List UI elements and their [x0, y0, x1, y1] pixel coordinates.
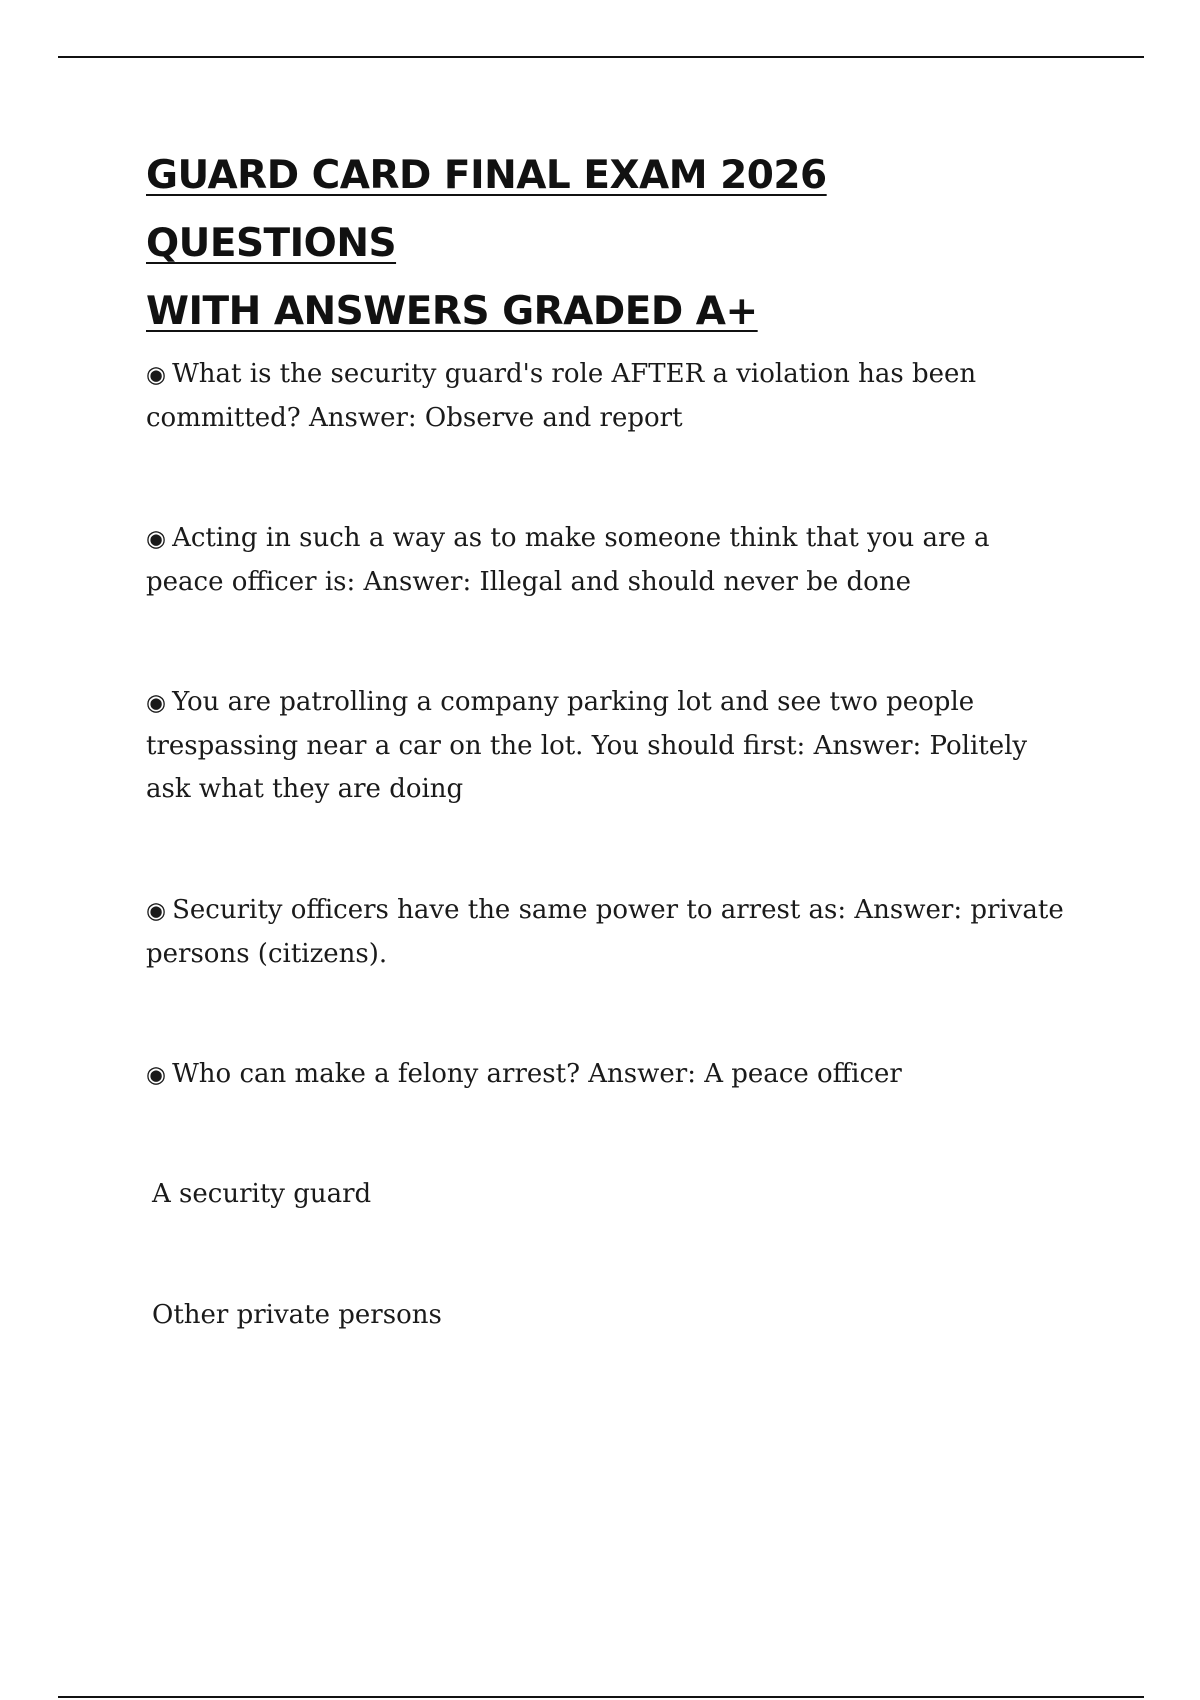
bottom-rule: [58, 1696, 1144, 1698]
bullet-icon: ◉: [146, 690, 167, 716]
question-item: [146, 517, 1066, 604]
question-text: Acting in such a way as to make someone think that you are a peace officer is: Answer: Illegal and should never be done: [146, 523, 990, 597]
top-rule: [58, 56, 1144, 58]
bullet-icon: ◉: [146, 526, 167, 552]
bullet-icon: ◉: [146, 898, 167, 924]
question-text: You are patrolling a company parking lot and see two people trespassing near a car on the lot. You should first: Answer: Politely ask what they are doing: [146, 687, 1028, 804]
question-text: What is the security guard's role AFTER a violation has been committed? Answer: Observe and report: [146, 359, 977, 433]
question-item: [146, 681, 1066, 811]
title-line-1: GUARD CARD FINAL EXAM 2026 QUESTIONS: [146, 153, 827, 266]
question-item: [146, 353, 1066, 440]
question-text: Who can make a felony arrest? Answer: A peace officer: [172, 1059, 902, 1089]
question-item: [146, 1053, 1066, 1097]
title-line-2: WITH ANSWERS GRADED A+: [146, 289, 758, 334]
bullet-icon: ◉: [146, 1062, 167, 1088]
extra-option: A security guard: [152, 1179, 372, 1209]
question-text: Security officers have the same power to arrest as: Answer: private persons (citizens).: [146, 895, 1064, 969]
extra-option: Other private persons: [152, 1300, 442, 1330]
page-title: [146, 142, 1076, 346]
bullet-icon: ◉: [146, 362, 167, 388]
question-item: [146, 889, 1066, 976]
